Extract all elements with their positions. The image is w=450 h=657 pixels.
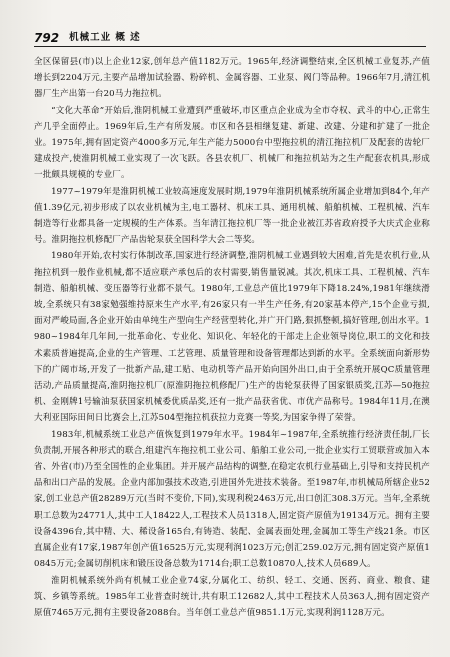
paragraph-1: 全区保留县(市)以上企业12家,创年总产值1182万元。1965年,经济调整结束,全区机械工业复苏,产值增长到2204万元,主要产品增加试验器、粉碎机、金属容器、工业泵、阀门等品种。1966年7月,清江机器厂生产出第一台20马力拖拉机。 <box>34 57 430 100</box>
paragraph-5: 1983年,机械系统工业总产值恢复到1979年水平。1984年~1987年,全系统推行经济责任制,厂长负责制,开展各种形式的联合,组建汽车拖拉机工业公司、船舶工业公司,一批企业实行工贸联营或加入本省、外省(市)乃至全国性的企业集团。并开展产品结构的调整,在稳定农机行业基础上,引导和支持民机产品和出口产品的发展。企业内部加强技术改造,引进国外先进技术装备。至1987年,市机械局所辖企业52家,创工业总产值28289万元(当时不变价,下同),实现利税2463万元,出口创汇308.3万元。当年,全系统职工总数为24771人,其中工人18422人,工程技术人员1318人,固定资产原值为19134万元。拥有主要设备4396台,其中精、大、稀设备165台,有铸造、装配、金属表面处理,金属加工等生产线21条。市区直属企业有17家,1987年创产值16525万元,实现利润1023万元;创汇259.02万元,拥有固定资产原值10845万元;金属切削机床和锻压设备总数为1714台;职工总数10870人,技术人员689人。 <box>34 429 430 570</box>
paragraph-3: 1977~1979年是淮阴机械工业较高速度发展时期,1979年淮阴机械系统所属企业增加到84个,年产值1.39亿元,初步形成了以农业机械为主,电工器材、机床工具、通用机械、船舶机械、工程机械、汽车制造等行业都具备一定规模的生产体系。当年清江拖拉机厂等一批企业被江苏省政府授予大庆式企业称号。淮阴拖拉机修配厂产品齿轮泵获全国科学大会二等奖。 <box>34 186 430 246</box>
body-text <box>34 54 430 621</box>
paragraph-2: “文化大革命”开始后,淮阴机械工业遭到严重破坏,市区重点企业成为全市夺权、武斗的中心,正常生产几乎全面停止。1969年后,生产有所发展。市区和各县相继复建、新建、改建、分建和扩建了一批企业。1975年,拥有固定资产4000多万元,年生产能力5000台中型拖拉机的清江拖拉机厂及配套的齿轮厂建成投产,使淮阴机械工业实现了一次飞跃。各县农机厂、机械厂和拖拉机站为之生产配套农机具,形成一批颇具规模的专业厂。 <box>34 105 430 181</box>
paragraph-4: 1980年开始,农村实行体制改革,国家进行经济调整,淮阴机械工业遇到较大困难,首先是农机行业,从拖拉机到一般作业机械,都不适应联产承包后的农村需要,销售量锐减。其次,机床工具、工程机械、汽车制造、船舶机械、变压器等行业都不景气。1980年,工业总产值比1979年下降18.24%,1981年继续滑坡,全系统只有38家勉强维持原来生产水平,有26家只有一半生产任务,有20家基本停产,15个企业亏损,面对严峻局面,各企业开始由单纯生产型向生产经营型转化,并广开门路,狠抓整顿,搞好管理,创出水平。1980~1984年几年间,一批革命化、专业化、知识化、年轻化的干部走上企业领导岗位,职工的文化和技术素质普遍提高,企业的生产管理、工艺管理、质量管理和设备管理都达到新的水平。全系统面向新形势下的广阔市场,开发了一批新产品,建工贴、电动机等产品开始向国外出口,由于全系统开展QC质量管理活动,产品质量提高,淮阴拖拉机厂(原淮阴拖拉机修配厂)生产的齿轮泵获得了国家银质奖,江苏—50拖拉机、金刚牌1号输油泵获国家机械委优质品奖,还有一批产品获省优、市优产品称号。1984年11月,在澳大利亚国际田间日比赛会上,江苏504型拖拉机获拉力竞赛一等奖,为国家争得了荣誉。 <box>34 251 430 424</box>
book-section-title: 机械工业 概 述 <box>69 32 141 43</box>
page-number: 792 <box>34 31 60 45</box>
running-header <box>34 28 426 47</box>
paragraph-6: 淮阴机械系统外尚有机械工业企业74家,分属化工、纺织、轻工、交通、医药、商业、粮食、建筑、乡镇等系统。1985年工业普查时统计,共有职工12682人,其中工程技术人员363人,拥有固定资产原值7465万元,拥有主要设备2088台。当年创工业总产值9851.1万元,实现利润1128万元。 <box>34 575 430 618</box>
